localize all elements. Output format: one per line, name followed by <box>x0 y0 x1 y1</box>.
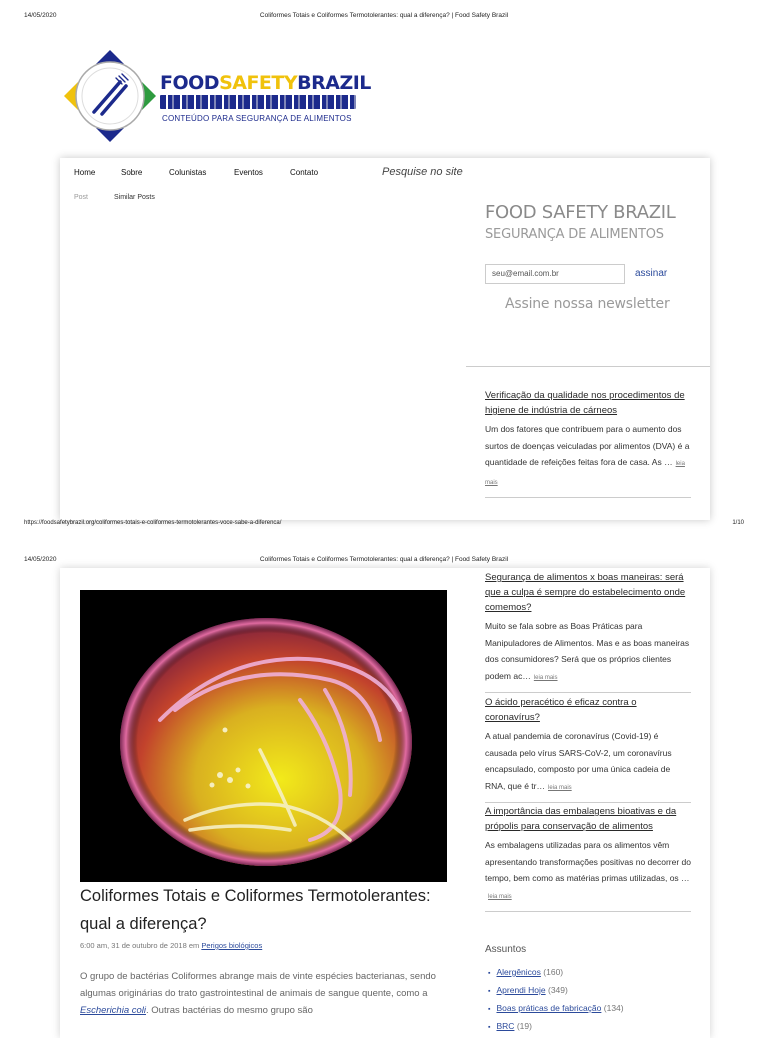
ecoli-link[interactable]: Escherichia coli <box>80 1005 146 1016</box>
topic-link[interactable]: Alergênicos <box>496 967 541 977</box>
logo-emblem-icon <box>62 48 158 144</box>
post-title-link[interactable]: Verificação da qualidade nos procedimentos de higiene de indústria de cárneos <box>485 390 685 416</box>
article-meta <box>80 941 262 950</box>
subscribe-button[interactable]: assinar <box>635 268 668 279</box>
topic-item <box>488 1000 624 1018</box>
sidebar-post <box>485 804 691 912</box>
post-excerpt-text: As embalagens utilizadas para os alimentos vêm apresentando transformações positivas no decorrer do tempo, bem como as matérias primas utilizadas, os … <box>485 840 692 883</box>
nav-colunistas[interactable]: Colunistas <box>169 168 207 177</box>
petri-dish-image <box>80 590 447 882</box>
nav-eventos[interactable]: Eventos <box>234 168 263 177</box>
post-excerpt-text: A atual pandemia de coronavírus (Covid-19) é causada pelo vírus SARS-CoV-2, um coronavírus encapsulado, composto por uma única cadeia de RNA, que é tr… <box>485 731 672 791</box>
print-page-number: 1/10 <box>732 520 744 526</box>
subnav-post[interactable]: Post <box>74 194 89 201</box>
search-input[interactable]: Pesquise no site <box>382 166 463 178</box>
topics-list <box>488 964 624 1036</box>
site-content-card <box>60 158 710 520</box>
nav-home[interactable]: Home <box>74 168 96 177</box>
article-date: 6:00 am, 31 de outubro de 2018 em <box>80 941 200 950</box>
article-body-text: O grupo de bactérias Coliformes abrange mais de vinte espécies bacterianas, sendo algumas originárias do trato gastrointestinal de animais de sangue quente, como a <box>80 971 436 999</box>
topic-item <box>488 964 624 982</box>
topic-link[interactable]: Boas práticas de fabricação <box>496 1003 602 1013</box>
post-excerpt-text: Muito se fala sobre as Boas Práticas para Manipuladores de Alimentos. Mas e as boas maneiras dos consumidores? Será que os próprios clientes podem ac… <box>485 621 690 681</box>
article-body-text-cont: . Outras bactérias do mesmo grupo são <box>146 1005 313 1016</box>
post-excerpt <box>485 728 691 796</box>
print-header <box>0 8 768 22</box>
topics-heading: Assuntos <box>485 944 527 955</box>
post-excerpt <box>485 618 691 686</box>
print-header-page2 <box>0 552 768 566</box>
site-logo[interactable] <box>62 48 371 144</box>
topic-count: (19) <box>516 1021 532 1031</box>
email-placeholder: seu@email.com.br <box>492 269 559 278</box>
post-excerpt <box>485 421 691 491</box>
topic-count: (160) <box>543 967 564 977</box>
brand-part-food: FOOD <box>160 72 220 94</box>
post-divider <box>485 911 691 912</box>
brand-wordmark <box>160 72 371 94</box>
topic-link[interactable]: Aprendi Hoje <box>496 985 546 995</box>
read-more-link[interactable]: leia mais <box>533 674 558 681</box>
sidebar-divider <box>466 366 710 367</box>
topic-link[interactable]: BRC <box>496 1021 515 1031</box>
post-divider <box>485 692 691 693</box>
print-doc-title: Coliformes Totais e Coliformes Termotolerantes: qual a diferença? | Food Safety Brazil <box>259 12 509 19</box>
topic-count: (134) <box>603 1003 624 1013</box>
post-title-link[interactable]: A importância das embalagens bioativas e da própolis para conservação de alimentos <box>485 806 677 832</box>
brand-part-safety: SAFETY <box>219 72 298 94</box>
article-category-link[interactable]: Perigos biológicos <box>201 941 263 950</box>
read-more-link[interactable]: leia mais <box>548 784 572 791</box>
sidebar-subtitle: SEGURANÇA DE ALIMENTOS <box>485 227 664 242</box>
print-date: 14/05/2020 <box>24 556 57 563</box>
read-more-link[interactable]: leia mais <box>485 461 685 486</box>
article-featured-image <box>80 590 447 882</box>
post-title-link[interactable]: Segurança de alimentos x boas maneiras: será que a culpa é sempre do estabelecimento onde comemos? <box>485 572 686 613</box>
post-title-link[interactable]: O ácido peracético é eficaz contra o coronavírus? <box>485 697 637 723</box>
print-date: 14/05/2020 <box>24 12 57 19</box>
topic-item <box>488 1018 624 1036</box>
article-body <box>80 968 450 1019</box>
sidebar-post <box>485 570 691 693</box>
subnav-similar-posts[interactable]: Similar Posts <box>114 194 155 201</box>
post-excerpt <box>485 837 691 905</box>
sidebar-post <box>485 388 691 498</box>
article-title: Coliformes Totais e Coliformes Termotolerantes: qual a diferença? <box>80 887 431 933</box>
nav-contato[interactable]: Contato <box>290 168 319 177</box>
read-more-link[interactable]: leia mais <box>488 893 512 900</box>
print-url: https://foodsafetybrazil.org/coliformes-totais-e-coliformes-termotolerantes-voce-sabe-a-diferenca/ <box>24 520 282 526</box>
post-divider <box>485 802 691 803</box>
newsletter-email-input[interactable] <box>485 264 625 284</box>
brand-pattern-band <box>160 95 356 109</box>
topic-count: (349) <box>548 985 568 995</box>
topic-item <box>488 982 624 1000</box>
brand-part-brazil: BRAZIL <box>297 72 371 94</box>
nav-sobre[interactable]: Sobre <box>121 168 143 177</box>
sidebar-post <box>485 695 691 803</box>
sidebar-header <box>485 202 676 242</box>
brand-tagline: CONTEÚDO PARA SEGURANÇA DE ALIMENTOS <box>162 114 352 123</box>
newsletter-label: Assine nossa newsletter <box>505 296 670 312</box>
post-divider <box>485 497 691 498</box>
sidebar-title: FOOD SAFETY BRAZIL <box>485 202 676 223</box>
print-doc-title: Coliformes Totais e Coliformes Termotolerantes: qual a diferença? | Food Safety Brazil <box>259 556 509 563</box>
post-excerpt-text: Um dos fatores que contribuem para o aumento dos surtos de doenças veiculadas por alimentos (DVA) é a quantidade de refeições feitas fora de casa. As … <box>485 424 690 467</box>
